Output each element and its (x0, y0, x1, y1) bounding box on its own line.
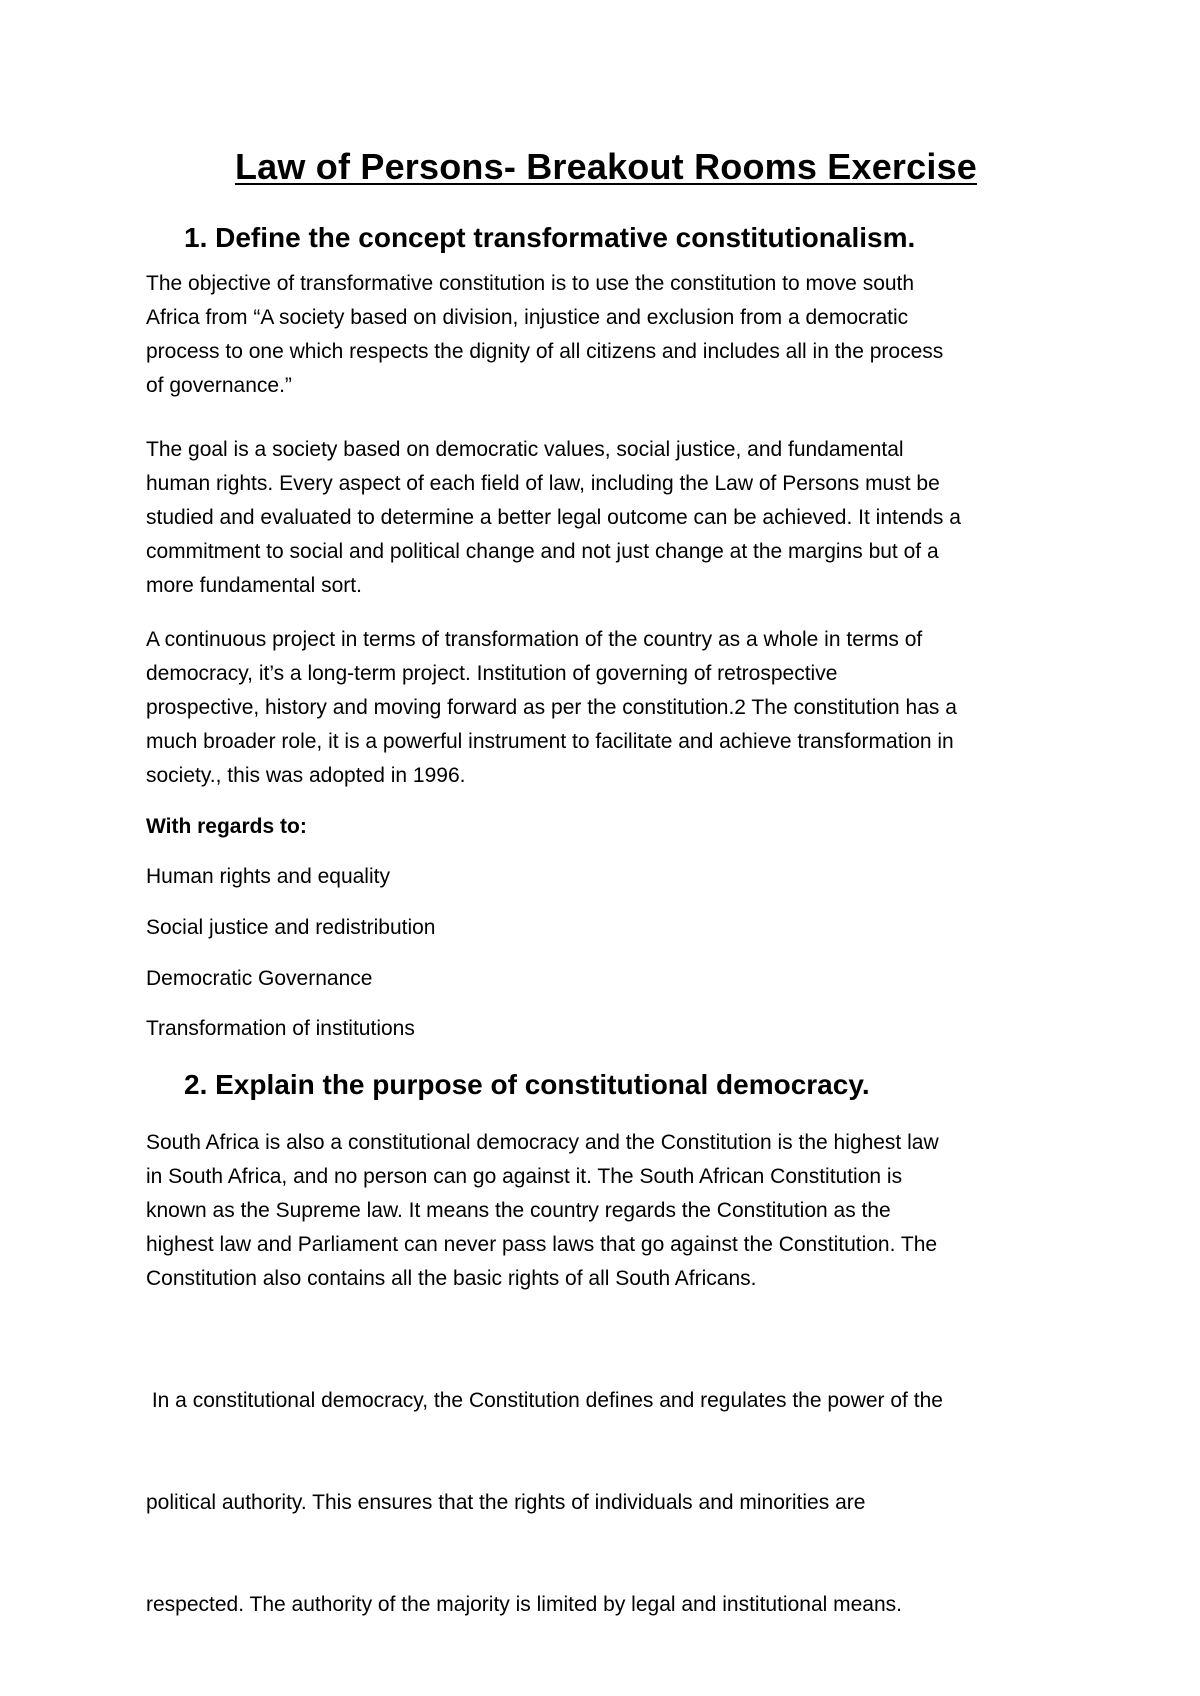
regards-item: Human rights and equality (146, 865, 390, 888)
regards-item: Social justice and redistribution (146, 916, 436, 939)
text-line: prospective, history and moving forward as per the constitution.2 The constitution has a (146, 696, 957, 719)
text-line: The objective of transformative constitution is to use the constitution to move south (146, 272, 915, 295)
text-line: A continuous project in terms of transformation of the country as a whole in terms of (146, 628, 923, 651)
text-line: more fundamental sort. (146, 574, 362, 597)
text-line: commitment to social and political change and not just change at the margins but of a (146, 540, 939, 563)
text-line: South Africa is also a constitutional democracy and the Constitution is the highest law (146, 1131, 939, 1154)
section-1-heading: 1. Define the concept transformative constitutionalism. (184, 222, 916, 253)
text-line: known as the Supreme law. It means the country regards the Constitution as the (146, 1199, 891, 1222)
text-line: Constitution also contains all the basic rights of all South Africans. (146, 1267, 757, 1290)
regards-label: With regards to: (146, 815, 307, 838)
section-1-paragraph-2 (146, 433, 1066, 603)
section-1-paragraph-1 (146, 267, 1066, 403)
text-line: Africa from “A society based on division, injustice and exclusion from a democratic (146, 306, 909, 329)
section-1-paragraph-3 (146, 623, 1066, 793)
section-2-heading: 2. Explain the purpose of constitutional democracy. (184, 1069, 870, 1100)
text-line: society., this was adopted in 1996. (146, 764, 466, 787)
text-line: democracy, it’s a long-term project. Institution of governing of retrospective (146, 662, 838, 685)
regards-item: Democratic Governance (146, 967, 373, 990)
section-2-paragraph-2 (146, 1316, 1066, 1690)
text-line: much broader role, it is a powerful instrument to facilitate and achieve transformation in (146, 730, 954, 753)
text-line: The goal is a society based on democratic values, social justice, and fundamental (146, 438, 904, 461)
document-title: Law of Persons- Breakout Rooms Exercise (234, 146, 978, 187)
section-2-paragraph-1 (146, 1126, 1066, 1296)
text-line: In a constitutional democracy, the Constitution defines and regulates the power of the (146, 1389, 943, 1412)
text-line: respected. The authority of the majority is limited by legal and institutional means. (146, 1593, 902, 1616)
regards-item: Transformation of institutions (146, 1017, 415, 1040)
text-line: of governance.” (146, 374, 292, 397)
text-line: political authority. This ensures that the rights of individuals and minorities are (146, 1491, 866, 1514)
text-line: studied and evaluated to determine a better legal outcome can be achieved. It intends a (146, 506, 961, 529)
text-line: process to one which respects the dignity of all citizens and includes all in the process (146, 340, 944, 363)
text-line: highest law and Parliament can never pass laws that go against the Constitution. The (146, 1233, 938, 1256)
text-line: human rights. Every aspect of each field of law, including the Law of Persons must be (146, 472, 940, 495)
text-line: in South Africa, and no person can go against it. The South African Constitution is (146, 1165, 903, 1188)
